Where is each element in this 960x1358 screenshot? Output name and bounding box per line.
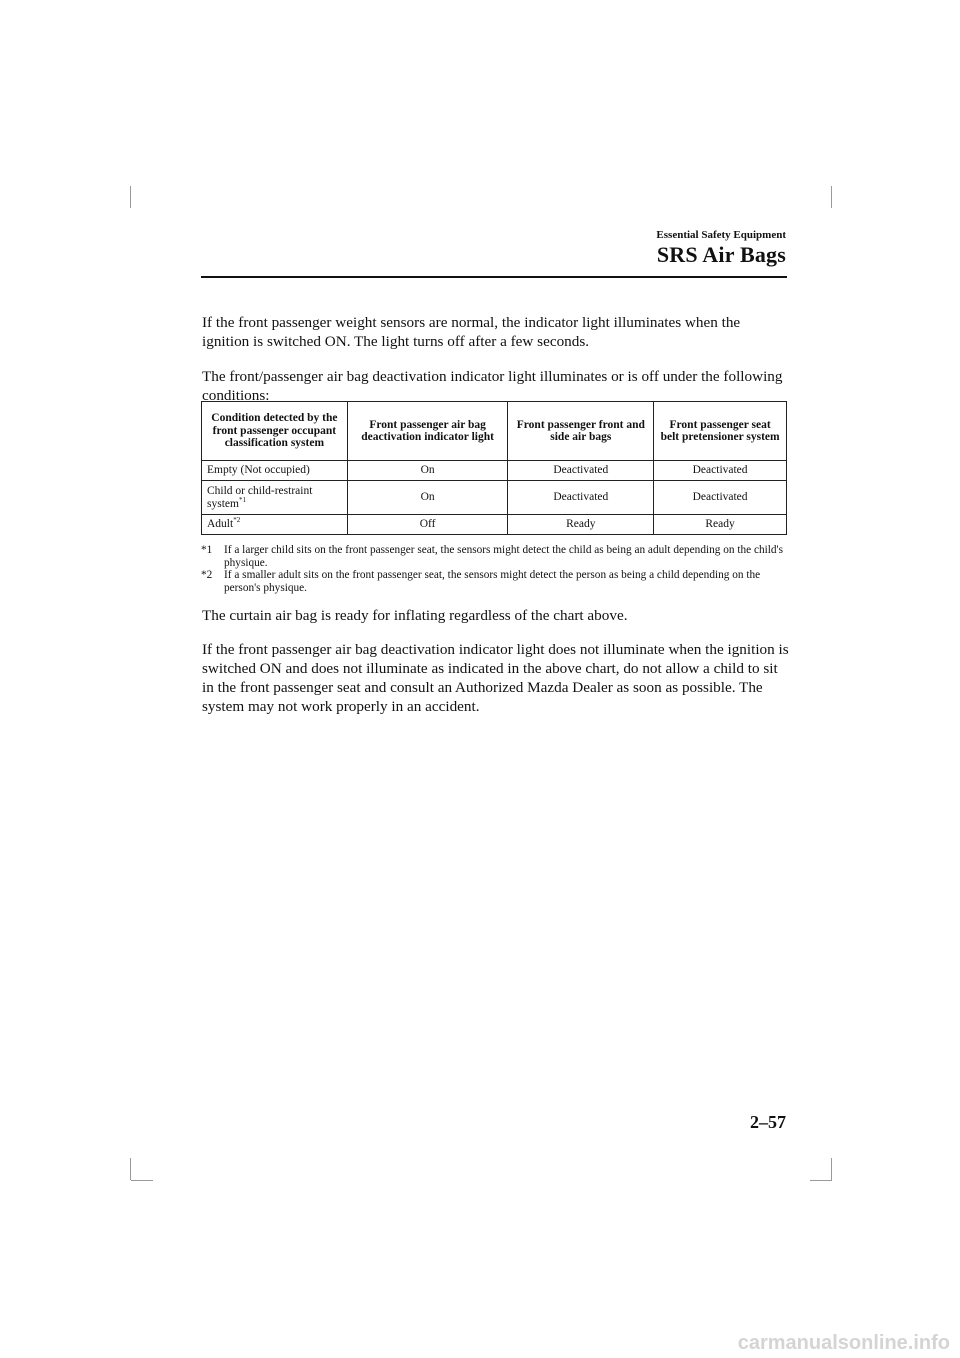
condition-text: Child or child-restraint system [207,485,313,510]
column-header-indicator: Front passenger air bag deactivation indicator light [347,402,508,461]
indicator-cell: On [347,461,508,481]
airbags-cell: Deactivated [508,481,654,515]
footnote-text: If a smaller adult sits on the front passenger seat, the sensors might detect the person as being a child depending on the person's physique. [224,569,761,594]
crop-mark [831,186,832,208]
section-label: Essential Safety Equipment [656,229,786,241]
footnote-ref: *1 [238,495,246,504]
footnote [201,544,791,569]
indicator-cell: Off [347,515,508,535]
intro-paragraph: If the front passenger weight sensors are normal, the indicator light illuminates when the ignition is switched ON. The light turns off after a few seconds. [202,314,741,350]
footnotes [201,544,791,594]
header-divider [201,276,787,278]
column-header-airbags: Front passenger front and side air bags [508,402,654,461]
warning-paragraph: If the front passenger air bag deactivation indicator light does not illuminate when the ignition is switched ON and does not illuminate as indicated in the above chart, do not allow a child to sit in the front passenger seat and consult an Authorized Mazda Dealer as soon as possible. The system may not work properly in an accident. [202,641,789,715]
crop-mark [130,1158,131,1180]
pretensioner-cell: Deactivated [654,461,787,481]
footnote [201,569,791,594]
condition-cell [202,461,348,481]
table-row [202,461,787,481]
condition-text: Adult [207,518,234,530]
footnote-mark: *2 [201,569,213,582]
crop-mark [130,186,131,208]
table-header-row [202,402,787,461]
conditions-paragraph: The front/passenger air bag deactivation indicator light illuminates or is off under the following conditions: [202,368,783,404]
airbags-cell: Deactivated [508,461,654,481]
footnote-ref: *2 [233,516,241,524]
column-header-condition: Condition detected by the front passenger occupant classification system [202,402,348,461]
crop-mark [831,1158,832,1180]
condition-cell [202,515,348,535]
crop-mark [131,1180,153,1181]
indicator-conditions-table [201,401,787,535]
watermark: carmanualsonline.info [737,1332,950,1354]
page-title: SRS Air Bags [656,242,786,267]
curtain-airbag-paragraph: The curtain air bag is ready for inflating regardless of the chart above. [202,607,628,624]
pretensioner-cell: Ready [654,515,787,535]
crop-mark [810,1180,832,1181]
table-row [202,481,787,515]
pretensioner-cell: Deactivated [654,481,787,515]
footnote-mark: *1 [201,544,213,556]
footnote-text: If a larger child sits on the front passenger seat, the sensors might detect the child as being an adult depending on the child's physique. [224,544,783,569]
column-header-pretensioner: Front passenger seat belt pretensioner system [654,402,787,461]
airbags-cell: Ready [508,515,654,535]
condition-text: Empty (Not occupied) [207,464,310,476]
table-row [202,515,787,535]
page-number: 2–57 [750,1112,786,1132]
indicator-cell: On [347,481,508,515]
condition-cell [202,481,348,515]
